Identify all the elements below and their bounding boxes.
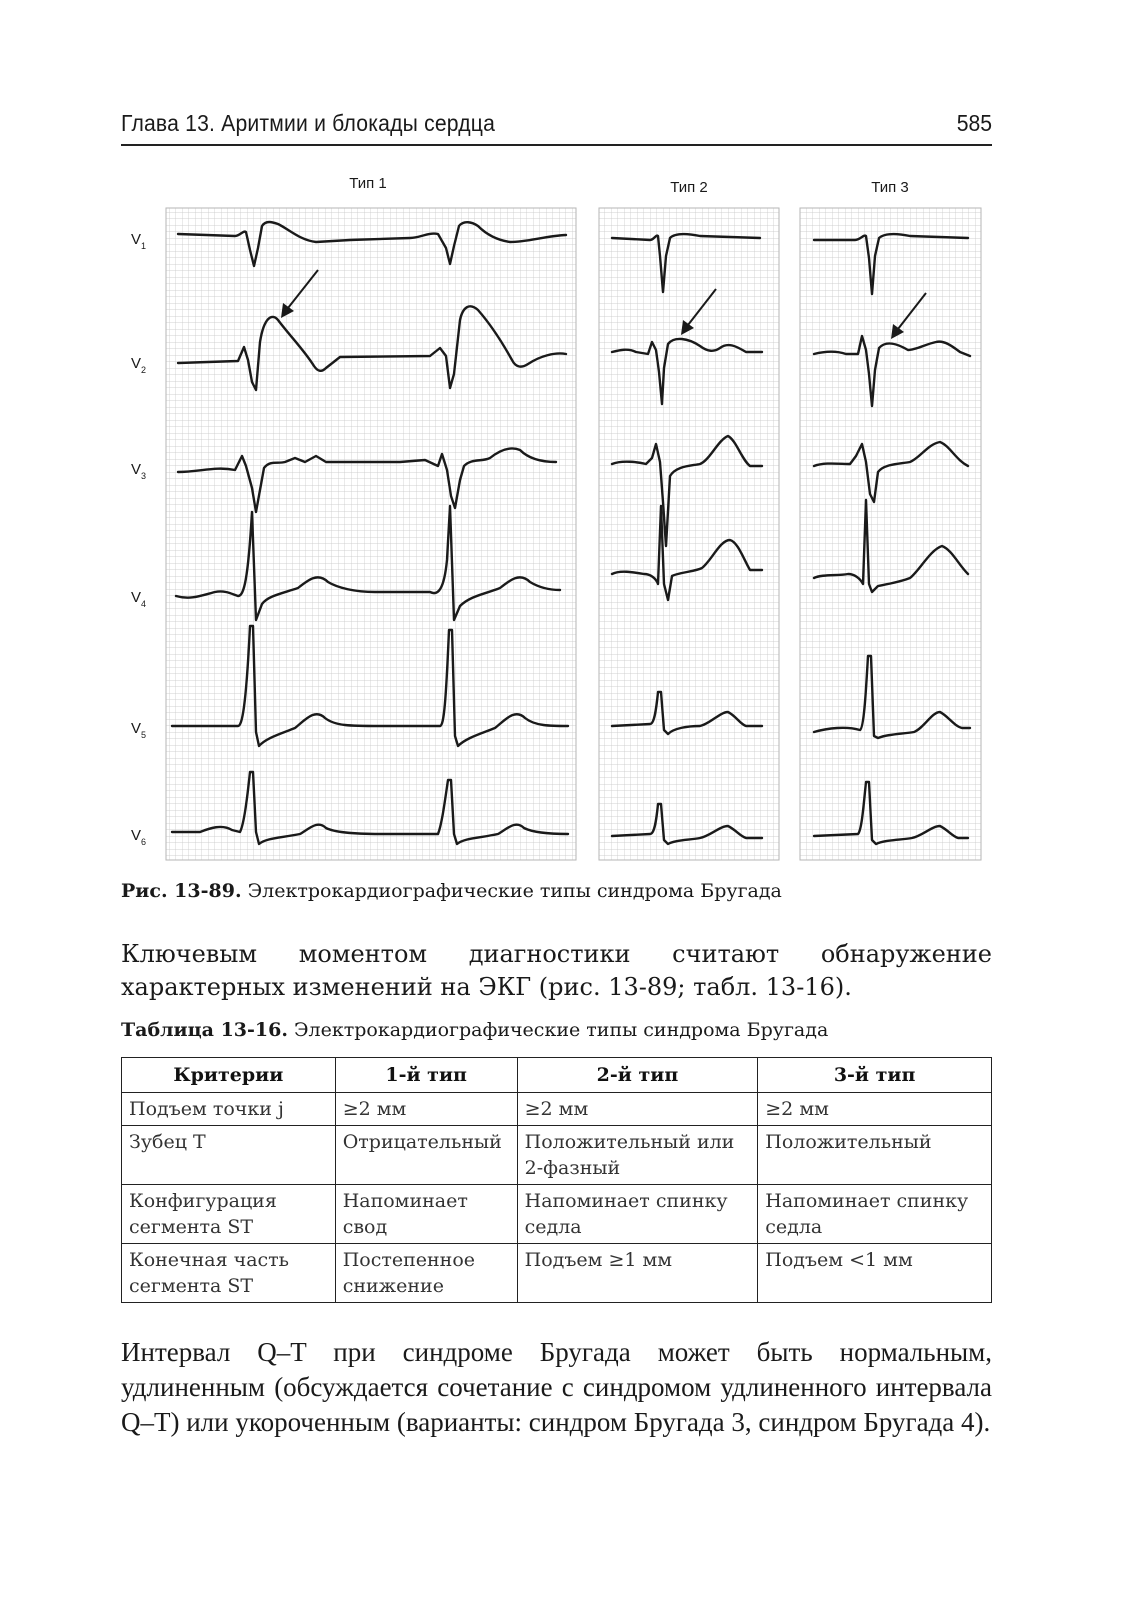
table-cell: Напоминает свод xyxy=(335,1185,517,1244)
table-cell: ≥2 мм xyxy=(335,1093,517,1126)
lead-labels xyxy=(131,231,146,847)
lead-label-v5: $V_5$ xyxy=(131,720,147,740)
figure-caption-label: Рис. 13-89. xyxy=(121,880,242,902)
table-title xyxy=(121,1019,828,1041)
table-cell: Зубец T xyxy=(122,1126,336,1185)
table-cell: Подъем <1 мм xyxy=(758,1244,992,1303)
panel-title-type-1: Тип 1 xyxy=(349,175,387,192)
lead-label-v4: $V_4$ xyxy=(131,589,147,609)
table-row xyxy=(122,1126,992,1185)
panel-title-type-2: Тип 2 xyxy=(670,179,708,196)
table-cell: Напоминает спинку седла xyxy=(758,1185,992,1244)
table-cell: Конфигурация сегмента ST xyxy=(122,1185,336,1244)
ecg-figure xyxy=(0,160,1129,890)
table-header-cell: 3-й тип xyxy=(758,1058,992,1093)
lead-label-v1: $V_1$ xyxy=(131,231,147,251)
table-cell: ≥2 мм xyxy=(758,1093,992,1126)
panel-type-1 xyxy=(166,175,576,860)
table-header-cell: 2-й тип xyxy=(517,1058,758,1093)
table-header-cell: 1-й тип xyxy=(335,1058,517,1093)
table-row xyxy=(122,1093,992,1126)
table-cell: Конечная часть сегмента ST xyxy=(122,1244,336,1303)
lead-label-v6: $V_6$ xyxy=(131,827,147,847)
page-number: 585 xyxy=(956,110,992,136)
table-cell: Подъем точки j xyxy=(122,1093,336,1126)
table-cell: Положительный xyxy=(758,1126,992,1185)
table-cell: Напоминает спинку седла xyxy=(517,1185,758,1244)
panel-type-3 xyxy=(800,179,981,860)
running-header-title: Глава 13. Аритмии и блокады сердца xyxy=(121,110,496,136)
table-cell: Подъем ≥1 мм xyxy=(517,1244,758,1303)
panel-title-type-3: Тип 3 xyxy=(871,179,909,196)
lead-label-v3: $V_3$ xyxy=(131,461,147,481)
table-cell: ≥2 мм xyxy=(517,1093,758,1126)
table-title-text: Электрокардиографические типы синдрома Бругада xyxy=(287,1019,829,1041)
table-row xyxy=(122,1244,992,1303)
table-cell: Положительный или 2-фазный xyxy=(517,1126,758,1185)
table-cell: Отрицательный xyxy=(335,1126,517,1185)
table-title-label: Таблица 13-16. xyxy=(121,1019,288,1041)
figure-caption-text: Электрокардиографические типы синдрома Бругада xyxy=(241,880,782,902)
header-rule xyxy=(121,144,992,146)
panel-type-2 xyxy=(599,179,779,860)
paragraph-qt-interval: Интервал Q–T при синдроме Бругада может быть нормальным, удлиненным (обсуждается сочетание с синдромом удлиненного интервала Q–T) или укороченным (варианты: синдром Бругада 3, синдром Бругада 4). xyxy=(121,1337,992,1437)
criteria-table xyxy=(121,1057,992,1303)
lead-label-v2: $V_2$ xyxy=(131,355,147,375)
table-row xyxy=(122,1185,992,1244)
figure-caption xyxy=(121,880,782,902)
table-header-cell: Критерии xyxy=(122,1058,336,1093)
table-header-row xyxy=(122,1058,992,1093)
table-cell: Постепенное снижение xyxy=(335,1244,517,1303)
paragraph-diagnostics: Ключевым моментом диагностики считают обнаружение характерных изменений на ЭКГ (рис. 13-89; табл. 13-16). xyxy=(121,940,992,1001)
